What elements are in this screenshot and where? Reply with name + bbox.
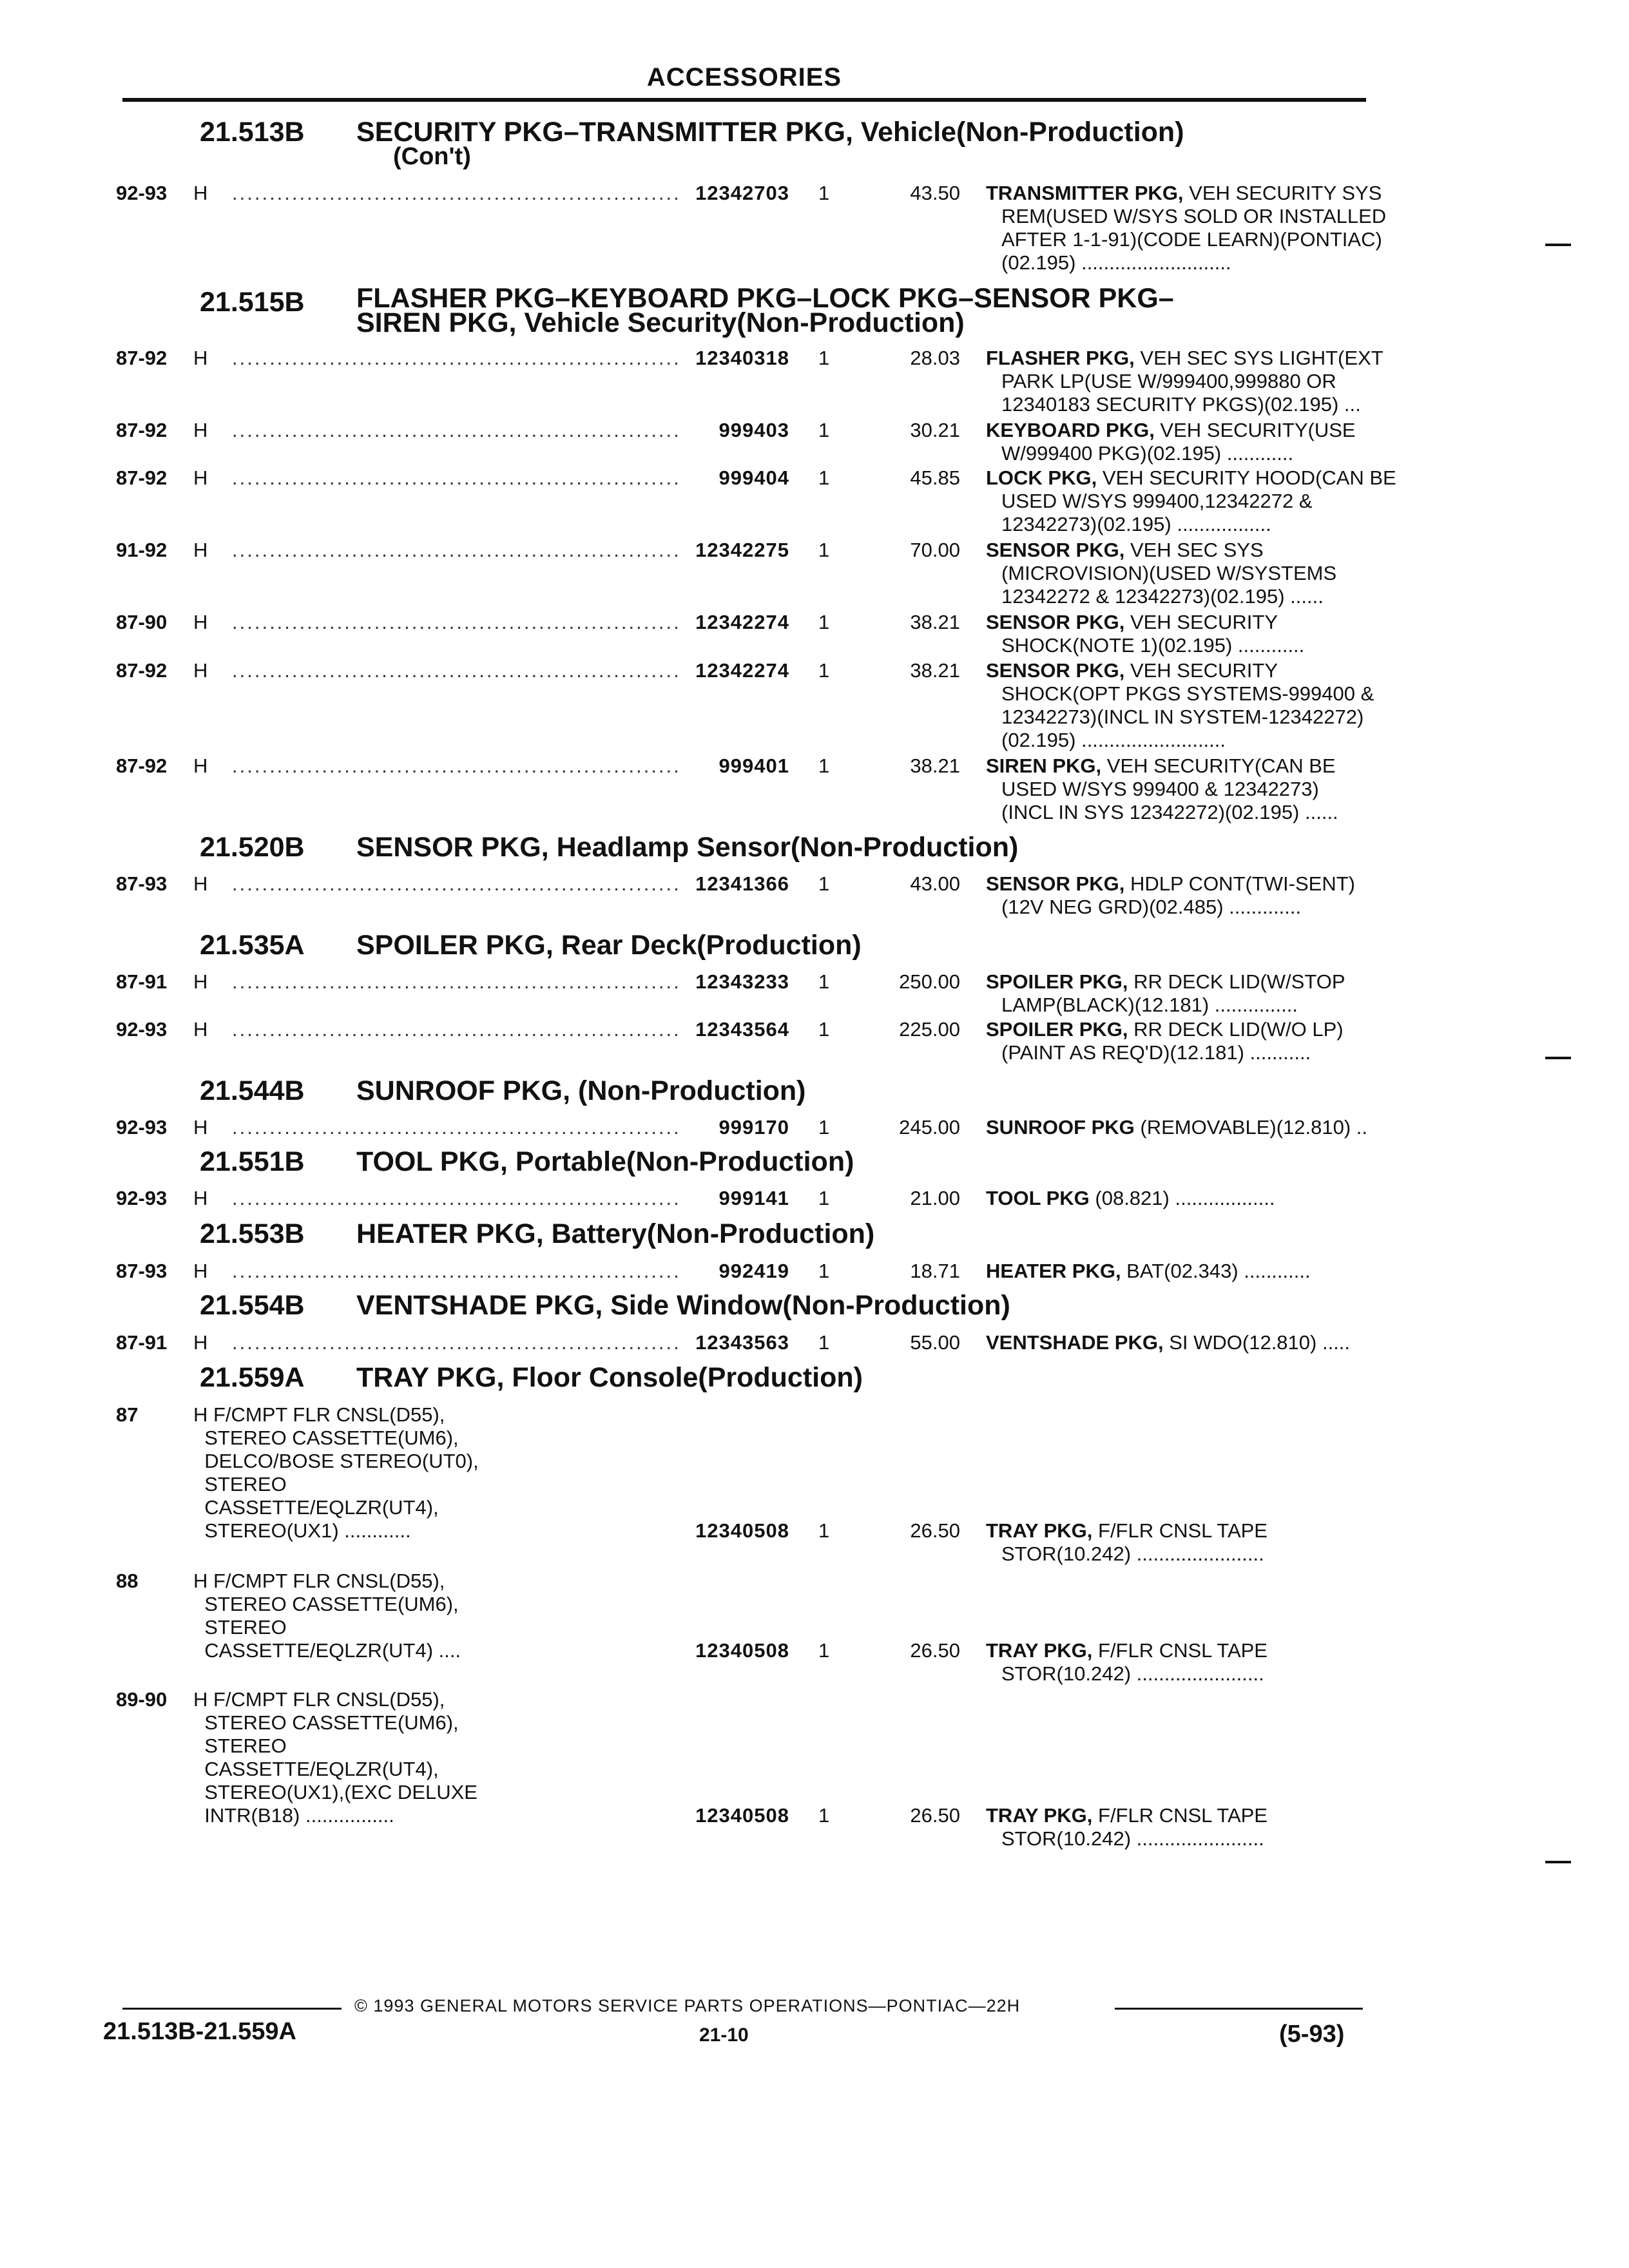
quantity: 1 (818, 659, 830, 682)
description-line: REM(USED W/SYS SOLD OR INSTALLED (1001, 205, 1387, 227)
quantity: 1 (818, 1331, 830, 1354)
description-keyword: SIREN PKG, (986, 754, 1102, 777)
leader-dots: ............................................................ (232, 1116, 681, 1139)
section-heading (200, 831, 1347, 863)
description-line: LOCK PKG, VEH SECURITY HOOD(CAN BE (986, 466, 1396, 489)
description-line: SHOCK(OPT PKGS SYSTEMS-999400 & (1001, 682, 1374, 705)
price: 26.50 (910, 1519, 960, 1542)
leader-dots: ............................................................ (232, 611, 681, 633)
body-code: H (193, 347, 208, 369)
quantity: 1 (818, 754, 830, 777)
quantity: 1 (818, 419, 830, 441)
price: 26.50 (910, 1639, 960, 1662)
model-year: 87-90 (116, 611, 168, 633)
description-line: LAMP(BLACK)(12.181) ............... (1001, 994, 1298, 1016)
margin-mark (1545, 1057, 1571, 1059)
model-year: 87-92 (116, 659, 168, 682)
table-row (116, 611, 1353, 657)
section-heading (200, 1075, 1347, 1107)
quantity: 1 (818, 1116, 830, 1139)
table-row (116, 419, 1356, 465)
description-line: (INCL IN SYS 12342272)(02.195) ...... (1001, 801, 1338, 823)
part-number: 12340318 (695, 347, 789, 369)
section-number: 21.513B (200, 117, 305, 148)
model-year: 87-92 (116, 419, 168, 441)
table-row (116, 466, 1396, 536)
leader-dots: ............................................................ (232, 1187, 681, 1209)
price: 38.21 (910, 611, 960, 633)
model-year: 89-90 (116, 1688, 168, 1711)
part-description (986, 611, 1476, 657)
model-year: 87-93 (116, 1260, 168, 1282)
part-description (986, 1018, 1476, 1064)
description-line: FLASHER PKG, VEH SEC SYS LIGHT(EXT (986, 347, 1383, 369)
part-number: 12340508 (695, 1639, 789, 1662)
leader-dots: ............................................................ (232, 970, 681, 993)
price: 55.00 (910, 1331, 960, 1354)
description-keyword: SUNROOF PKG (986, 1116, 1135, 1139)
section-heading (200, 116, 1347, 174)
part-number: 12340508 (695, 1519, 789, 1542)
leader-dots: ............................................................ (232, 1018, 681, 1041)
part-number: 999404 (718, 466, 789, 489)
description-line: SENSOR PKG, HDLP CONT(TWI-SENT) (986, 872, 1355, 895)
body-code: H (193, 754, 208, 777)
price: 38.21 (910, 659, 960, 682)
table-row (116, 872, 1353, 919)
price: 45.85 (910, 466, 960, 489)
description-line: SIREN PKG, VEH SECURITY(CAN BE (986, 754, 1336, 777)
description-line: SPOILER PKG, RR DECK LID(W/O LP) (986, 1018, 1344, 1041)
description-line: TRANSMITTER PKG, VEH SECURITY SYS (986, 182, 1382, 204)
application-text: H F/CMPT FLR CNSL(D55), STEREO CASSETTE(UM6), STEREO CASSETTE/EQLZR(UT4), STEREO(UX1),(EXC DELUXE INTR(B18) ................ (193, 1688, 477, 1827)
body-code: H (193, 611, 208, 633)
body-code: H (193, 539, 208, 561)
part-number: 992419 (718, 1260, 789, 1282)
section-number: 21.551B (200, 1146, 305, 1177)
body-code: H (193, 970, 208, 993)
page-title: ACCESSORIES (646, 63, 842, 91)
table-row (116, 347, 1383, 416)
price: 70.00 (910, 539, 960, 561)
description-line: TRAY PKG, F/FLR CNSL TAPE (986, 1804, 1268, 1827)
quantity: 1 (818, 1804, 830, 1827)
part-description (986, 1187, 1476, 1210)
leader-dots: ............................................................ (232, 419, 681, 441)
part-description (986, 1639, 1476, 1686)
footer-date: (5-93) (1279, 2021, 1345, 2048)
part-number: 12343563 (695, 1331, 789, 1354)
part-description (986, 1519, 1476, 1566)
model-year: 92-93 (116, 182, 168, 204)
part-description (986, 872, 1476, 919)
section-number: 21.515B (200, 287, 305, 318)
table-row (116, 659, 1374, 752)
description-line: TRAY PKG, F/FLR CNSL TAPE (986, 1519, 1268, 1542)
quantity: 1 (818, 539, 830, 561)
model-year: 87-92 (116, 466, 168, 489)
price: 26.50 (910, 1804, 960, 1827)
description-line: STOR(10.242) ....................... (1001, 1827, 1264, 1850)
body-code: H (193, 419, 208, 441)
section-number: 21.554B (200, 1290, 305, 1321)
description-keyword: SPOILER PKG, (986, 1018, 1128, 1041)
section-title: SENSOR PKG, Headlamp Sensor(Non-Production) (356, 832, 1019, 863)
section-heading (200, 1289, 1347, 1321)
description-keyword: SENSOR PKG, (986, 539, 1125, 561)
model-year: 87 (116, 1403, 139, 1426)
price: 21.00 (910, 1187, 960, 1209)
application-text: H F/CMPT FLR CNSL(D55), STEREO CASSETTE(UM6), DELCO/BOSE STEREO(UT0), STEREO CASSETTE/EQLZR(UT4), STEREO(UX1) ............ (193, 1403, 479, 1542)
part-description (986, 754, 1476, 824)
description-line: STOR(10.242) ....................... (1001, 1662, 1264, 1685)
section-title: SUNROOF PKG, (Non-Production) (356, 1075, 806, 1106)
section-number: 21.520B (200, 832, 305, 863)
section-title: SPOILER PKG, Rear Deck(Production) (356, 930, 862, 961)
description-line: KEYBOARD PKG, VEH SECURITY(USE (986, 419, 1356, 441)
footer-rule-left (122, 2008, 342, 2010)
description-line: USED W/SYS 999400 & 12342273) (1001, 778, 1319, 800)
footer-section-range: 21.513B-21.559A (103, 2018, 296, 2045)
leader-dots: ............................................................ (232, 1260, 681, 1282)
part-description (986, 539, 1476, 608)
description-line: SENSOR PKG, VEH SECURITY (986, 611, 1278, 633)
part-number: 12343233 (695, 970, 789, 993)
table-row (116, 1570, 1353, 1686)
leader-dots: ............................................................ (232, 872, 681, 895)
description-line: (02.195) .......................... (1001, 729, 1226, 751)
description-line: USED W/SYS 999400,12342272 & (1001, 490, 1313, 512)
leader-dots: ............................................................ (232, 754, 681, 777)
description-line: (12V NEG GRD)(02.485) ............. (1001, 896, 1302, 918)
model-year: 87-91 (116, 1331, 168, 1354)
description-line: PARK LP(USE W/999400,999880 OR (1001, 370, 1336, 392)
footer-page-number: 21-10 (699, 2024, 749, 2046)
quantity: 1 (818, 466, 830, 489)
part-description (986, 1260, 1476, 1283)
description-line: STOR(10.242) ....................... (1001, 1542, 1264, 1565)
part-description (986, 347, 1476, 416)
leader-dots: ............................................................ (232, 182, 681, 204)
table-row (116, 754, 1353, 824)
part-number: 999141 (718, 1187, 789, 1209)
part-description (986, 659, 1476, 752)
section-heading (200, 929, 1347, 961)
table-row (116, 1331, 1353, 1354)
model-year: 87-92 (116, 347, 168, 369)
description-line: TRAY PKG, F/FLR CNSL TAPE (986, 1639, 1268, 1662)
description-line: (MICROVISION)(USED W/SYSTEMS (1001, 562, 1337, 584)
leader-dots: ............................................................ (232, 539, 681, 561)
table-row (116, 1403, 1353, 1566)
section-heading (200, 1146, 1347, 1178)
description-line: SPOILER PKG, RR DECK LID(W/STOP (986, 970, 1345, 993)
description-line: W/999400 PKG)(02.195) ............ (1001, 442, 1294, 465)
description-line: TOOL PKG (08.821) .................. (986, 1187, 1275, 1209)
part-number: 12341366 (695, 872, 789, 895)
section-number: 21.544B (200, 1075, 305, 1106)
table-row (116, 1018, 1353, 1064)
description-keyword: TOOL PKG (986, 1187, 1090, 1209)
body-code: H (193, 872, 208, 895)
section-heading (200, 1218, 1347, 1250)
quantity: 1 (818, 1187, 830, 1209)
description-line: 12342273)(02.195) ................. (1001, 513, 1271, 535)
quantity: 1 (818, 1519, 830, 1542)
quantity: 1 (818, 1260, 830, 1282)
body-code: H (193, 1187, 208, 1209)
description-line: VENTSHADE PKG, SI WDO(12.810) ..... (986, 1331, 1351, 1354)
section-title: HEATER PKG, Battery(Non-Production) (356, 1218, 875, 1249)
table-row (116, 970, 1353, 1017)
body-code: H (193, 1018, 208, 1041)
section-number: 21.559A (200, 1362, 305, 1393)
margin-mark (1545, 1861, 1571, 1863)
section-title: TOOL PKG, Portable(Non-Production) (356, 1146, 854, 1177)
part-number: 12342275 (695, 539, 789, 561)
price: 38.21 (910, 754, 960, 777)
price: 30.21 (910, 419, 960, 441)
leader-dots: ............................................................ (232, 659, 681, 682)
leader-dots: ............................................................ (232, 466, 681, 489)
table-row (116, 182, 1387, 274)
price: 245.00 (899, 1116, 960, 1139)
model-year: 92-93 (116, 1018, 168, 1041)
part-number: 999403 (718, 419, 789, 441)
quantity: 1 (818, 872, 830, 895)
price: 43.50 (910, 182, 960, 204)
model-year: 87-91 (116, 970, 168, 993)
body-code: H (193, 1260, 208, 1282)
description-line: SUNROOF PKG (REMOVABLE)(12.810) .. (986, 1116, 1368, 1139)
body-code: H (193, 182, 208, 204)
model-year: 87-92 (116, 754, 168, 777)
price: 250.00 (899, 970, 960, 993)
footer-copyright: © 1993 GENERAL MOTORS SERVICE PARTS OPERATIONS—PONTIAC—22H (354, 1996, 1021, 2015)
description-line: 12342272 & 12342273)(02.195) ...... (1001, 585, 1324, 608)
description-line: (PAINT AS REQ'D)(12.181) ........... (1001, 1041, 1311, 1064)
margin-mark (1545, 244, 1571, 246)
model-year: 87-93 (116, 872, 168, 895)
part-number: 12342703 (695, 182, 789, 204)
leader-dots: ............................................................ (232, 347, 681, 369)
section-title: SECURITY PKG–TRANSMITTER PKG, Vehicle(Non-Production) (356, 117, 1184, 148)
quantity: 1 (818, 970, 830, 993)
description-keyword: SENSOR PKG, (986, 872, 1125, 895)
leader-dots: ............................................................ (232, 1331, 681, 1354)
section-title: FLASHER PKG–KEYBOARD PKG–LOCK PKG–SENSOR PKG– SIREN PKG, Vehicle Security(Non-Production) (356, 283, 1174, 338)
description-keyword: TRAY PKG, (986, 1519, 1093, 1542)
description-keyword: LOCK PKG, (986, 466, 1097, 489)
part-description (986, 1804, 1476, 1850)
section-heading (200, 1361, 1347, 1394)
model-year: 91-92 (116, 539, 168, 561)
description-keyword: SENSOR PKG, (986, 611, 1125, 633)
part-description (986, 1331, 1476, 1354)
body-code: H (193, 1116, 208, 1139)
section-number: 21.553B (200, 1218, 305, 1249)
application-text: H F/CMPT FLR CNSL(D55), STEREO CASSETTE(UM6), STEREO CASSETTE/EQLZR(UT4) .... (193, 1570, 461, 1662)
description-keyword: TRAY PKG, (986, 1804, 1093, 1827)
part-number: 12342274 (695, 611, 789, 633)
part-description (986, 970, 1476, 1017)
section-heading (200, 283, 1347, 344)
quantity: 1 (818, 1018, 830, 1041)
model-year: 92-93 (116, 1116, 168, 1139)
description-line: SENSOR PKG, VEH SEC SYS (986, 539, 1264, 561)
model-year: 92-93 (116, 1187, 168, 1209)
section-title: TRAY PKG, Floor Console(Production) (356, 1362, 863, 1393)
description-line: SENSOR PKG, VEH SECURITY (986, 659, 1278, 682)
description-line: 12340183 SECURITY PKGS)(02.195) ... (1001, 393, 1361, 416)
header-rule (122, 98, 1366, 102)
table-row (116, 1187, 1353, 1210)
description-keyword: FLASHER PKG, (986, 347, 1135, 369)
description-line: (02.195) ........................... (1001, 251, 1231, 274)
quantity: 1 (818, 182, 830, 204)
section-number: 21.535A (200, 930, 305, 961)
part-number: 999170 (718, 1116, 789, 1139)
description-line: HEATER PKG, BAT(02.343) ............ (986, 1260, 1311, 1282)
section-continued-label: (Con't) (393, 143, 471, 170)
price: 43.00 (910, 872, 960, 895)
description-line: AFTER 1-1-91)(CODE LEARN)(PONTIAC) (1001, 228, 1382, 251)
table-row (116, 1116, 1368, 1139)
footer-rule-right (1115, 2008, 1363, 2010)
part-description (986, 1116, 1476, 1139)
description-keyword: TRANSMITTER PKG, (986, 182, 1184, 204)
description-keyword: KEYBOARD PKG, (986, 419, 1155, 441)
body-code: H (193, 659, 208, 682)
description-keyword: VENTSHADE PKG, (986, 1331, 1164, 1354)
part-number: 12343564 (695, 1018, 789, 1041)
description-keyword: SPOILER PKG, (986, 970, 1128, 993)
quantity: 1 (818, 611, 830, 633)
part-description (986, 419, 1476, 465)
part-number: 999401 (718, 754, 789, 777)
body-code: H (193, 466, 208, 489)
body-code: H (193, 1331, 208, 1354)
quantity: 1 (818, 347, 830, 369)
table-row (116, 1688, 1353, 1850)
table-row (116, 1260, 1353, 1283)
description-line: 12342273)(INCL IN SYSTEM-12342272) (1001, 706, 1364, 728)
table-row (116, 539, 1353, 608)
part-description (986, 182, 1476, 274)
description-keyword: SENSOR PKG, (986, 659, 1125, 682)
part-number: 12342274 (695, 659, 789, 682)
part-number: 12340508 (695, 1804, 789, 1827)
section-title: VENTSHADE PKG, Side Window(Non-Production) (356, 1290, 1010, 1321)
description-keyword: HEATER PKG, (986, 1260, 1121, 1282)
model-year: 88 (116, 1570, 139, 1592)
price: 18.71 (910, 1260, 960, 1282)
quantity: 1 (818, 1639, 830, 1662)
price: 28.03 (910, 347, 960, 369)
part-description (986, 466, 1476, 536)
description-keyword: TRAY PKG, (986, 1639, 1093, 1662)
price: 225.00 (899, 1018, 960, 1041)
description-line: SHOCK(NOTE 1)(02.195) ............ (1001, 634, 1305, 657)
